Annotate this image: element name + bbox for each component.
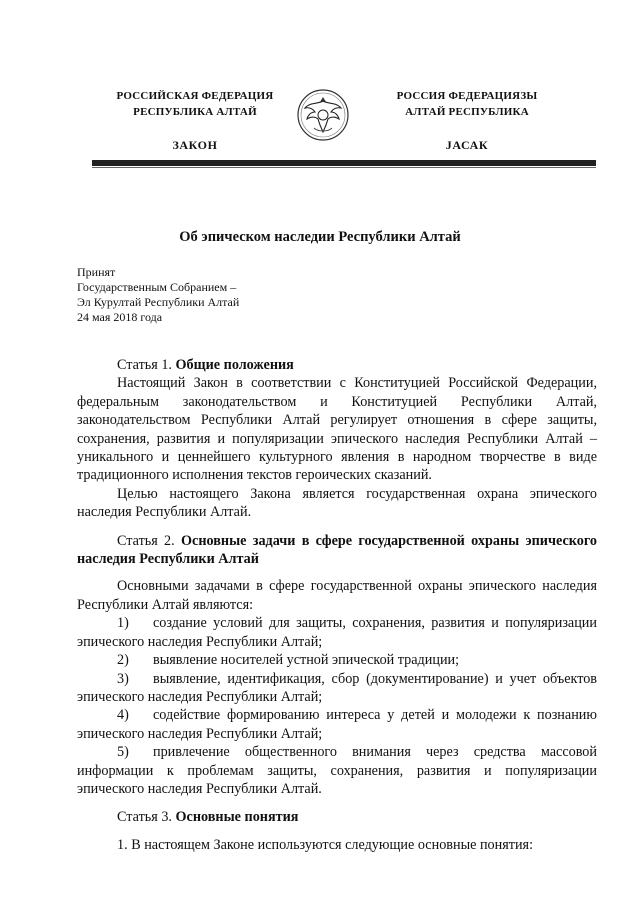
header-right-line2: АЛТАЙ РЕСПУБЛИКА — [405, 106, 529, 118]
header-right-line1: РОССИЯ ФЕДЕРАЦИЯЗЫ — [396, 90, 538, 102]
article-1-heading — [77, 356, 597, 374]
list-item — [77, 670, 597, 707]
list-item-number: 5) — [117, 744, 129, 761]
list-item — [77, 614, 597, 651]
article-3-prefix: Статья 3. — [117, 809, 172, 826]
article-1-paragraph-1: Настоящий Закон в соответствии с Конституцией Российской Федерации, федеральным законодательством и Конституцией Республики Алтай, законодательством Республики Алтай регулирует отношения в сфере защиты, сохранения, развития и популяризации эпического наследия Республики Алтай – уникального и ценнейшего культурного явления в народном творчестве в виде традиционного исполнения текстов героических сказаний. — [77, 375, 597, 484]
article-2-prefix: Статья 2. — [117, 532, 175, 549]
header-left-block — [100, 88, 290, 153]
list-item-text: создание условий для защиты, сохранения, развития и популяризации эпического наследия Республики Алтай; — [77, 615, 597, 650]
list-item — [77, 651, 597, 669]
article-3-paragraph-1: 1. В настоящем Законе используются следующие основные понятия: — [117, 836, 534, 853]
header-left-law: ЗАКОН — [172, 138, 218, 152]
adoption-block — [77, 265, 239, 325]
article-3-heading — [77, 808, 597, 826]
list-item-text: выявление, идентификация, сбор (документирование) и учет объектов эпического наследия Республики Алтай; — [77, 670, 597, 705]
document-header — [0, 88, 640, 172]
adoption-line1: Принят — [77, 265, 116, 279]
adoption-line3: Эл Курултай Республики Алтай — [77, 295, 240, 309]
list-item-number: 1) — [117, 615, 129, 632]
list-item-number: 3) — [117, 670, 129, 687]
article-1-title: Общие положения — [175, 357, 294, 373]
header-left-line1: РОССИЙСКАЯ ФЕДЕРАЦИЯ — [116, 90, 274, 102]
header-left-line2: РЕСПУБЛИКА АЛТАЙ — [133, 106, 257, 118]
document-title: Об эпическом наследии Республики Алтай — [179, 229, 461, 245]
list-item-text: выявление носителей устной эпической традиции; — [153, 652, 460, 669]
header-divider — [92, 160, 596, 167]
list-item — [77, 743, 597, 798]
list-item-text: содействие формированию интереса у детей и молодежи к познанию эпического наследия Республики Алтай; — [77, 707, 597, 742]
article-2-title: Основные задачи в сфере государственной охраны эпического наследия Республики Алтай — [77, 532, 598, 568]
article-1-paragraph-2: Целью настоящего Закона является государственная охрана эпического наследия Республики Алтай. — [77, 485, 597, 521]
header-right-block — [372, 88, 562, 153]
adoption-date: 24 мая 2018 года — [77, 310, 163, 324]
header-right-law: JАСАК — [445, 138, 489, 152]
article-2-intro: Основными задачами в сфере государственной охраны эпического наследия Республики Алтай являются: — [77, 578, 597, 613]
list-item-number: 4) — [117, 707, 129, 724]
list-item-text: привлечение общественного внимания через средства массовой информации к проблемам защиты, сохранения, развития и популяризации эпического наследия Республики Алтай. — [77, 744, 597, 797]
article-2-heading — [77, 532, 597, 569]
article-1-prefix: Статья 1. — [117, 357, 172, 373]
document-body — [77, 356, 597, 854]
coat-of-arms-icon — [296, 88, 350, 142]
list-item-number: 2) — [117, 652, 129, 669]
article-3-title: Основные понятия — [175, 809, 299, 826]
list-item — [77, 706, 597, 743]
adoption-line2: Государственным Собранием – — [77, 280, 237, 294]
